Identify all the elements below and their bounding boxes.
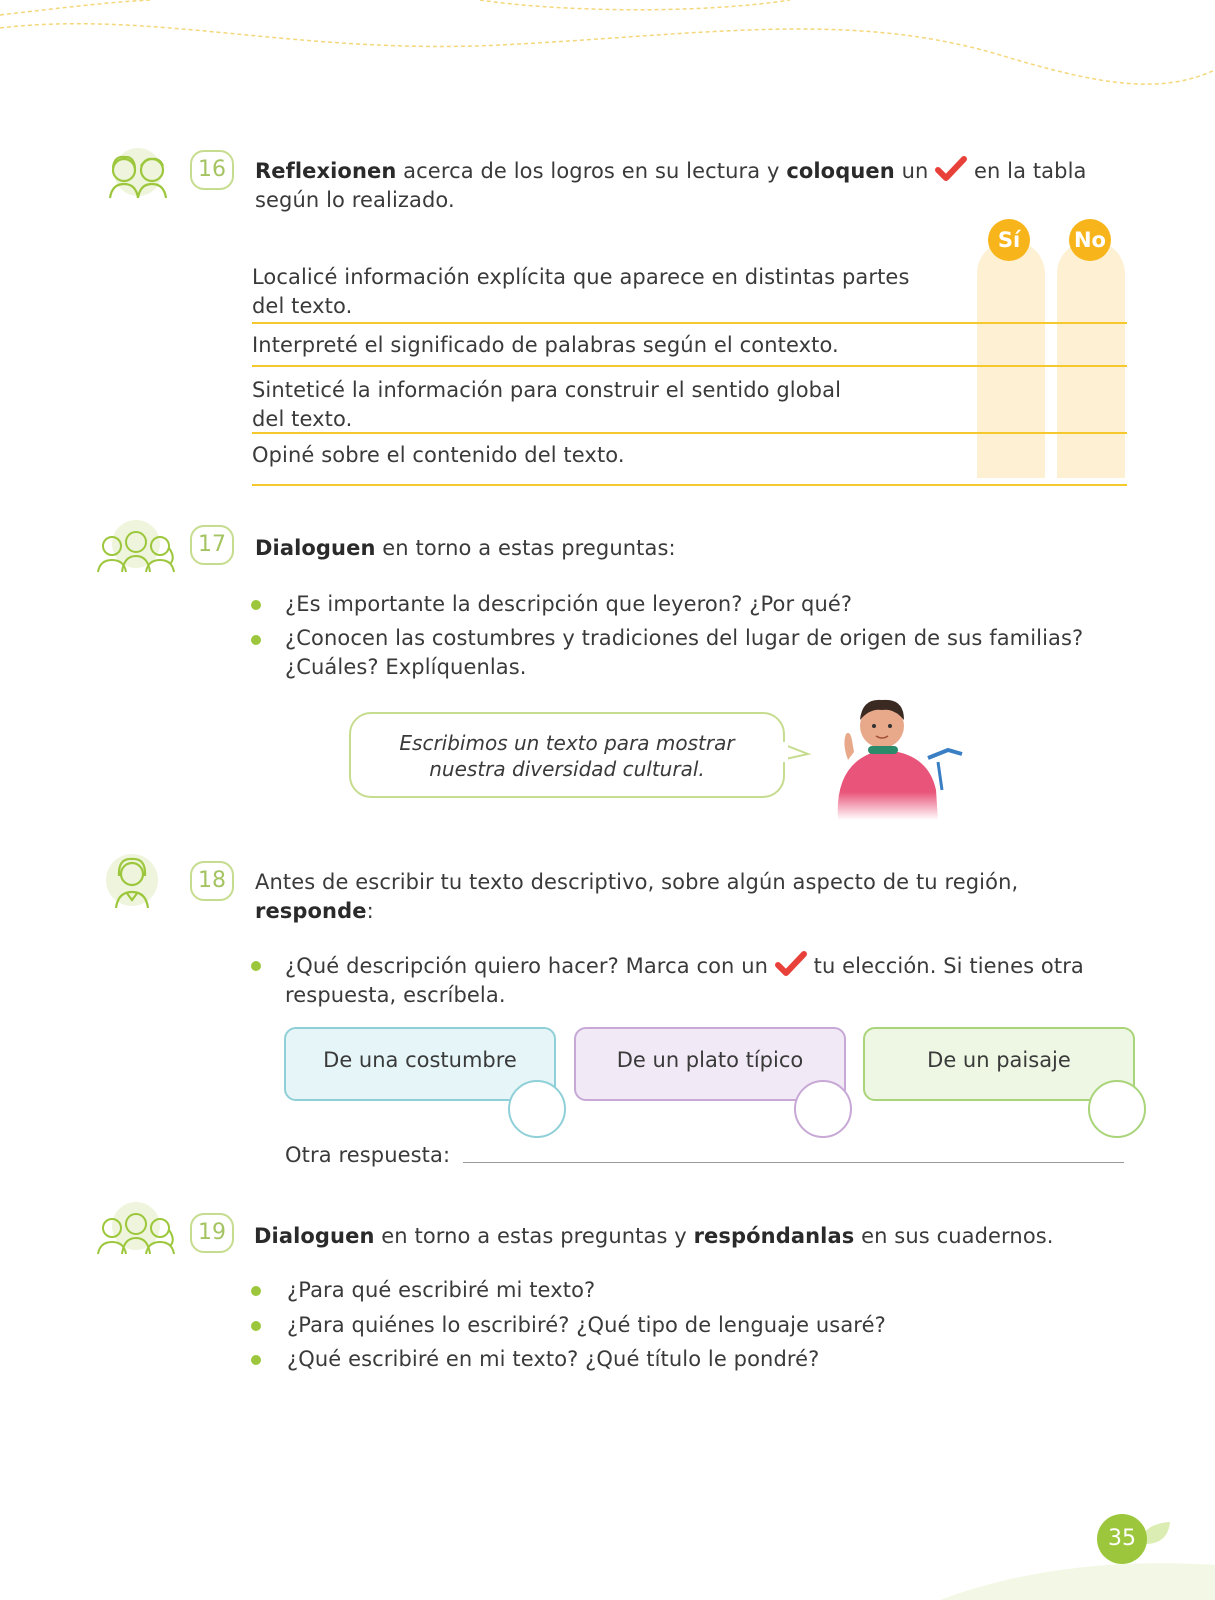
list-item bbox=[285, 624, 1155, 682]
q18-bold-responde: responde bbox=[255, 899, 367, 923]
bottom-wave-decoration bbox=[940, 1555, 1215, 1600]
question-number-19: 19 bbox=[190, 1213, 234, 1253]
q19-text-2: en sus cuadernos. bbox=[854, 1224, 1054, 1248]
page-number: 35 bbox=[1108, 1526, 1136, 1551]
page-number-badge bbox=[1097, 1514, 1147, 1564]
option-plato-tipico-checkbox[interactable] bbox=[794, 1080, 852, 1138]
q19-instruction bbox=[254, 1222, 1154, 1251]
speech-bubble bbox=[349, 712, 785, 798]
checkmark-icon bbox=[775, 951, 807, 977]
row-divider bbox=[252, 322, 1127, 324]
child-in-wheelchair-illustration bbox=[820, 690, 980, 820]
option-label: De un plato típico bbox=[616, 1048, 804, 1072]
list-item: ¿Qué escribiré en mi texto? ¿Qué título le pondré? bbox=[287, 1347, 820, 1371]
table-row bbox=[252, 331, 952, 360]
table-row bbox=[252, 376, 952, 434]
q16-text-3: en la tabla bbox=[967, 159, 1087, 183]
yes-column-header: Sí bbox=[988, 219, 1030, 261]
checkmark-icon bbox=[935, 156, 967, 182]
bullet-dot bbox=[251, 1321, 261, 1331]
list-item: ¿Para quiénes lo escribiré? ¿Qué tipo de lenguaje usaré? bbox=[287, 1313, 886, 1337]
q17-instruction bbox=[255, 534, 1135, 563]
list-item-text: ¿Es importante la descripción que leyeron? ¿Por qué? bbox=[285, 592, 853, 616]
q18-instruction bbox=[255, 868, 1135, 926]
option-label: De una costumbre bbox=[323, 1048, 517, 1072]
no-column-header: No bbox=[1069, 219, 1111, 261]
speech-text: Escribimos un texto para mostrar bbox=[399, 731, 735, 755]
speech-text: nuestra diversidad cultural. bbox=[429, 757, 705, 781]
question-number-16: 16 bbox=[190, 150, 234, 190]
pair-work-icon bbox=[100, 146, 176, 202]
table-row-text: del texto. bbox=[252, 294, 353, 318]
list-item-text: ¿Cuáles? Explíquenlas. bbox=[285, 655, 527, 679]
q19-bold-dialoguen: Dialoguen bbox=[254, 1224, 375, 1248]
q16-text-line2: según lo realizado. bbox=[255, 188, 455, 212]
q18-colon: : bbox=[366, 899, 374, 923]
other-answer-line[interactable] bbox=[463, 1162, 1124, 1163]
bullet-dot bbox=[251, 600, 261, 610]
top-wave-decoration bbox=[0, 0, 1215, 110]
table-row bbox=[252, 441, 952, 470]
q16-text-2: un bbox=[894, 159, 936, 183]
group-work-icon bbox=[94, 518, 178, 574]
bullet-dot bbox=[251, 1286, 261, 1296]
no-column[interactable] bbox=[1057, 240, 1125, 478]
list-item bbox=[285, 951, 1155, 1010]
table-row-text: Localicé información explícita que aparece en distintas partes bbox=[252, 265, 910, 289]
row-divider bbox=[252, 365, 1127, 367]
q18-text-line1: Antes de escribir tu texto descriptivo, sobre algún aspecto de tu región, bbox=[255, 870, 1019, 894]
q19-bold-respondanlas: respóndanlas bbox=[693, 1224, 855, 1248]
table-row bbox=[252, 263, 952, 321]
bullet-dot bbox=[251, 635, 261, 645]
q16-bold-coloquen: coloquen bbox=[786, 159, 895, 183]
list-item-text: respuesta, escríbela. bbox=[285, 983, 506, 1007]
option-costumbre-checkbox[interactable] bbox=[508, 1080, 566, 1138]
list-item-text: ¿Conocen las costumbres y tradiciones del lugar de origen de sus familias? bbox=[285, 626, 1084, 650]
list-item bbox=[285, 590, 1135, 619]
question-number-18: 18 bbox=[190, 861, 234, 901]
q17-bold-dialoguen: Dialoguen bbox=[255, 536, 376, 560]
table-row-text: Opiné sobre el contenido del texto. bbox=[252, 443, 625, 467]
table-row-text: Sinteticé la información para construir el sentido global bbox=[252, 378, 842, 402]
q16-bold-reflexionen: Reflexionen bbox=[255, 159, 397, 183]
q19-text-1: en torno a estas preguntas y bbox=[374, 1224, 694, 1248]
q16-text-1: acerca de los logros en su lectura y bbox=[396, 159, 787, 183]
bullet-dot bbox=[251, 961, 261, 971]
row-divider bbox=[252, 484, 1127, 486]
list-item: ¿Para qué escribiré mi texto? bbox=[287, 1278, 596, 1302]
speech-bubble-mask bbox=[780, 742, 788, 762]
individual-work-icon bbox=[104, 850, 164, 912]
list-item-text: ¿Qué descripción quiero hacer? Marca con un bbox=[285, 954, 775, 978]
option-paisaje-checkbox[interactable] bbox=[1088, 1080, 1146, 1138]
other-answer-label: Otra respuesta: bbox=[285, 1143, 451, 1167]
group-work-icon bbox=[94, 1200, 178, 1256]
bullet-dot bbox=[251, 1355, 261, 1365]
row-divider bbox=[252, 432, 1127, 434]
q17-text: en torno a estas preguntas: bbox=[375, 536, 676, 560]
list-item-text: tu elección. Si tienes otra bbox=[806, 954, 1084, 978]
question-number-17: 17 bbox=[190, 525, 234, 565]
q16-instruction bbox=[255, 156, 1135, 215]
option-label: De un paisaje bbox=[927, 1048, 1071, 1072]
yes-column[interactable] bbox=[977, 240, 1045, 478]
table-row-text: Interpreté el significado de palabras según el contexto. bbox=[252, 333, 839, 357]
table-row-text: del texto. bbox=[252, 407, 353, 431]
